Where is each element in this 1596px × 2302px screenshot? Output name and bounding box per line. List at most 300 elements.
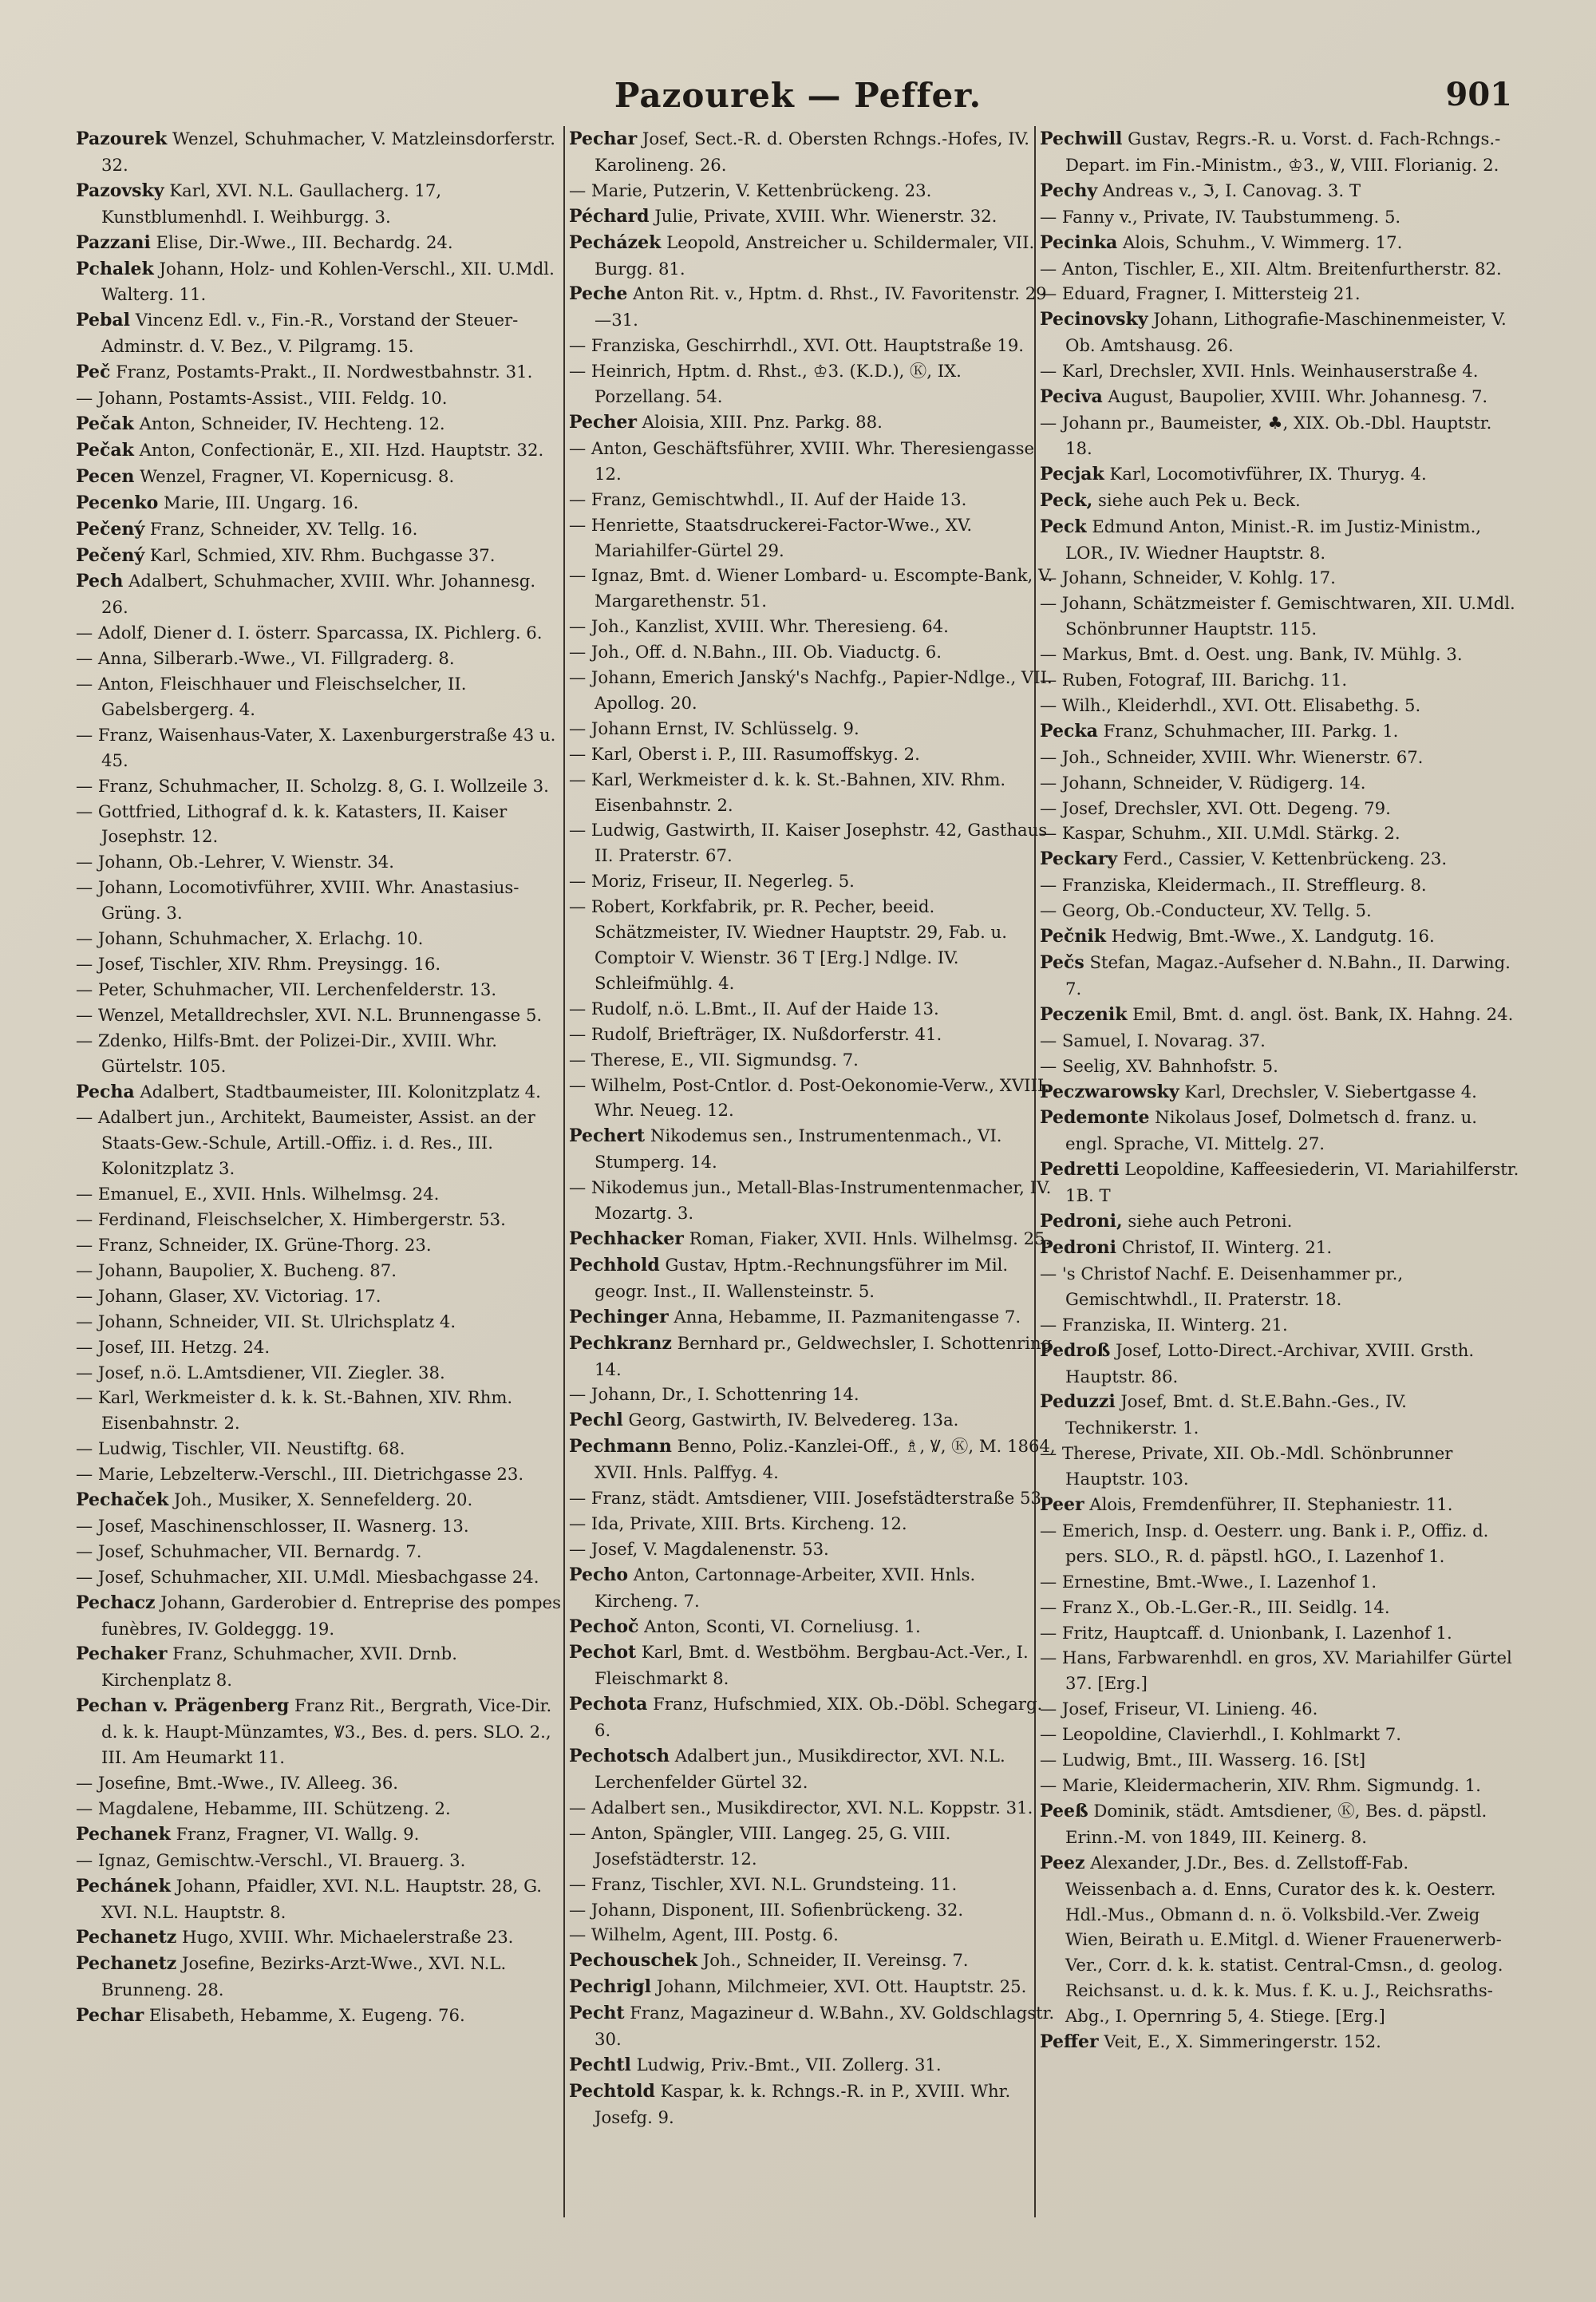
entry-details: — Joh., Schneider, XVIII. Whr. Wienerstr. 67. (1040, 746, 1424, 767)
entry-details: Karl, Locomotivführer, IX. Thuryg. 4. (1104, 463, 1427, 484)
entry-surname: Pechánek (76, 1875, 171, 1897)
directory-entry (569, 2000, 1056, 2052)
entry-details: Benno, Poliz.-Kanzlei-Off., ♗, Ꝟ, Ⓚ, M. 1864, XVII. Hnls. Palffyg. 4. (595, 1436, 1056, 1483)
entry-surname: Pedroni (1040, 1236, 1116, 1258)
directory-entry (569, 126, 1056, 178)
entry-details: — Johann, Ob.-Lehrer, V. Wienstr. 34. (76, 852, 395, 872)
entry-details: — Anton, Geschäftsführer, XVIII. Whr. Theresiengasse 12. (569, 437, 1034, 484)
directory-entry (569, 204, 1056, 230)
entry-details: — Franz, städt. Amtsdiener, VIII. Josefstädterstraße 53. (569, 1488, 1047, 1509)
directory-entry (1040, 307, 1520, 358)
directory-entry (76, 1258, 563, 1284)
directory-entry (76, 1848, 563, 1873)
entry-details: Leopoldine, Kaffeesiederin, VI. Mariahilferstr. 1B. T (1065, 1159, 1519, 1206)
directory-entry (569, 716, 1056, 742)
entry-details: — Wilh., Kleiderhdl., XVI. Ott. Elisabethg. 5. (1040, 694, 1421, 715)
directory-entry (1040, 126, 1520, 178)
entry-details: Wenzel, Fragner, VI. Kopernicusg. 8. (134, 465, 455, 486)
entry-details: — Nikodemus jun., Metall-Blas-Instrumentenmacher, IV. Mozartg. 3. (569, 1177, 1052, 1224)
entry-details: Franz, Fragner, VI. Wallg. 9. (170, 1823, 420, 1844)
entry-details: — Johann, Locomotivführer, XVIII. Whr. Anastasius-Grüng. 3. (76, 877, 519, 924)
entry-details: — Franz X., Ob.-L.Ger.-R., III. Seidlg. 14. (1040, 1596, 1390, 1617)
entry-surname: Peer (1040, 1494, 1084, 1516)
entry-surname: Peč (76, 362, 111, 383)
entry-details: — Ernestine, Bmt.-Wwe., I. Lazenhof 1. (1040, 1571, 1377, 1592)
entry-surname: Pedroni, (1040, 1211, 1123, 1232)
directory-entry (1040, 693, 1520, 718)
directory-entry (76, 620, 563, 646)
entry-surname: Pazzani (76, 231, 151, 253)
directory-entry (1040, 846, 1520, 872)
entry-details: — Franziska, II. Winterg. 21. (1040, 1314, 1288, 1335)
directory-entry (569, 868, 1056, 894)
entry-surname: Pecházek (569, 231, 662, 253)
entry-details: — Anton, Fleischhauer und Fleischselcher, II. Gabelsbergerg. 4. (76, 674, 467, 719)
entry-surname: Pecher (569, 411, 637, 433)
directory-entry (76, 1924, 563, 1951)
directory-entry (569, 1537, 1056, 1562)
entry-details: Aloisia, XIII. Pnz. Parkg. 88. (636, 411, 883, 432)
directory-entry (569, 1304, 1056, 1331)
directory-entry (569, 1382, 1056, 1407)
directory-entry (1040, 1722, 1520, 1747)
directory-entry (569, 1691, 1056, 1743)
entry-details: Franz, Schuhmacher, XVII. Drnb. Kirchenplatz 8. (101, 1643, 457, 1691)
entry-surname: Peciva (1040, 386, 1103, 408)
entry-details: Nikolaus Josef, Dolmetsch d. franz. u. engl. Sprache, VI. Mittelg. 27. (1065, 1107, 1478, 1154)
entry-details: Karl, Schmied, XIV. Rhm. Buchgasse 37. (144, 544, 496, 565)
entry-details: — Johann, Glaser, XV. Victoriag. 17. (76, 1285, 381, 1306)
directory-entry (569, 665, 1056, 716)
directory-entry (569, 639, 1056, 665)
entry-details: Dominik, städt. Amtsdiener, Ⓚ, Bes. d. päpstl. Erinn.-M. von 1849, III. Keinerg. 8. (1065, 1800, 1487, 1847)
entry-details: August, Baupolier, XVIII. Whr. Johannesg. 7. (1102, 386, 1488, 407)
directory-entry (76, 951, 563, 977)
directory-entry (76, 799, 563, 850)
directory-entry (569, 1047, 1056, 1073)
entry-details: — Josef, Friseur, VI. Linieng. 46. (1040, 1699, 1318, 1719)
directory-entry (1040, 1389, 1520, 1441)
entry-surname: Peeß (1040, 1800, 1088, 1821)
entry-surname: Pech (76, 571, 124, 592)
directory-entry (1040, 1208, 1520, 1235)
directory-entry (76, 1821, 563, 1848)
directory-entry (76, 230, 563, 256)
entry-surname: Pechacz (76, 1592, 156, 1613)
directory-entry (569, 1022, 1056, 1047)
directory-entry (76, 126, 563, 178)
directory-entry (76, 1539, 563, 1564)
entry-details: — Johann, Schneider, V. Kohlg. 17. (1040, 568, 1336, 588)
entry-details: — Kaspar, Schuhm., XII. U.Mdl. Stärkg. 2. (1040, 823, 1400, 844)
entry-details: Anna, Hebamme, II. Pazmanitengasse 7. (668, 1306, 1021, 1327)
directory-entry (1040, 1595, 1520, 1620)
entry-surname: Pečený (76, 544, 145, 566)
entry-surname: Pechanetz (76, 1953, 177, 1975)
entry-surname: Pecen (76, 465, 135, 487)
entry-details: Stefan, Magaz.-Aufseher d. N.Bahn., II. Darwing. 7. (1065, 952, 1511, 999)
directory-entry (1040, 1850, 1520, 2029)
directory-entry (1040, 230, 1520, 256)
directory-entry (569, 358, 1056, 409)
entry-details: — Zdenko, Hilfs-Bmt. der Polizei-Dir., XVIII. Whr. Gürtelstr. 105. (76, 1030, 497, 1076)
directory-entry (1040, 514, 1520, 566)
entry-surname: Pecjak (1040, 463, 1104, 485)
directory-entry (76, 1461, 563, 1487)
directory-entry (1040, 745, 1520, 770)
entry-details: — Leopoldine, Clavierhdl., I. Kohlmarkt 7. (1040, 1724, 1402, 1745)
entry-details: Gustav, Hptm.-Rechnungsführer im Mil. geogr. Inst., II. Wallensteinstr. 5. (595, 1254, 1009, 1301)
directory-entry (1040, 1798, 1520, 1850)
entry-details: — Ida, Private, XIII. Brts. Kircheng. 12. (569, 1513, 907, 1533)
entry-details: Johann, Lithografie-Maschinenmeister, V. Ob. Amtshausg. 26. (1065, 309, 1507, 356)
directory-entry (569, 614, 1056, 639)
directory-entry (76, 1951, 563, 2003)
entry-details: Anton, Sconti, VI. Corneliusg. 1. (638, 1616, 921, 1636)
entry-details: Elisabeth, Hebamme, X. Eugeng. 76. (144, 2005, 465, 2026)
entry-surname: Pedroß (1040, 1339, 1111, 1361)
entry-surname: Pečs (1040, 952, 1084, 973)
entry-details: — Johann, Schuhmacher, X. Erlachg. 10. (76, 928, 424, 949)
entry-surname: Pečak (76, 413, 134, 434)
entry-surname: Peck, (1040, 489, 1093, 511)
entry-details: — Ludwig, Tischler, VII. Neustiftg. 68. (76, 1438, 405, 1459)
directory-entry (1040, 410, 1520, 461)
entry-surname: Pecinovsky (1040, 309, 1148, 330)
entry-details: — Joh., Off. d. N.Bahn., III. Ob. Viaductg. 6. (569, 642, 942, 663)
directory-entry (569, 2052, 1056, 2079)
entry-surname: Pečený (76, 518, 145, 540)
directory-entry (569, 1922, 1056, 1948)
directory-entry (76, 1796, 563, 1821)
entry-details: — Josef, Drechsler, XVI. Ott. Degeng. 79. (1040, 797, 1391, 818)
entry-surname: Pečak (76, 439, 134, 461)
entry-details: — Johann, Schneider, V. Rüdigerg. 14. (1040, 772, 1366, 793)
directory-entry (76, 359, 563, 386)
entry-details: — Ludwig, Bmt., III. Wasserg. 16. [St] (1040, 1750, 1366, 1770)
entry-details: — Therese, Private, XII. Ob.-Mdl. Schönbrunner Hauptstr. 103. (1040, 1443, 1453, 1489)
directory-entry (1040, 1773, 1520, 1798)
entry-surname: Peck (1040, 516, 1087, 537)
directory-entry (1040, 281, 1520, 307)
entry-surname: Pebal (76, 310, 130, 331)
entry-surname: Pecha (76, 1081, 135, 1102)
entry-details: Anton Rit. v., Hptm. d. Rhst., IV. Favoritenstr. 29—31. (595, 283, 1047, 330)
directory-entry (569, 742, 1056, 767)
entry-details: — Robert, Korkfabrik, pr. R. Pecher, beeid. Schätzmeister, IV. Wiedner Hauptstr. 29, Fab. u. Comptoir V. Wienstr. 36 T [Erg.] Ndlge. IV. Schleifmühlg. 4. (569, 896, 1007, 993)
entry-details: Franz, Postamts-Prakt., II. Nordwestbahnstr. 31. (110, 362, 533, 382)
directory-entry (76, 1385, 563, 1436)
directory-entry (569, 1821, 1056, 1872)
entry-details: — Magdalene, Hebamme, III. Schützeng. 2. (76, 1798, 451, 1818)
entry-surname: Pedemonte (1040, 1107, 1150, 1129)
page-number: 901 (1445, 76, 1512, 113)
directory-entry (76, 1079, 563, 1106)
entry-details: — Ludwig, Gastwirth, II. Kaiser Josephstr. 42, Gasthaus II. Praterstr. 67. (569, 820, 1048, 866)
entry-details: — Josefine, Bmt.-Wwe., IV. Alleeg. 36. (76, 1773, 399, 1793)
entry-details: — Rudolf, Briefträger, IX. Nußdorferstr. 41. (569, 1023, 942, 1044)
directory-entry (569, 230, 1056, 282)
entry-details: — Rudolf, n.ö. L.Bmt., II. Auf der Haide 13. (569, 998, 939, 1018)
entry-details: Wenzel, Schuhmacher, V. Matzleinsdorferstr. 32. (101, 129, 556, 175)
entry-details: Josefine, Bezirks-Arzt-Wwe., XVI. N.L. Brunneng. 28. (101, 1953, 507, 2000)
entry-details: Roman, Fiaker, XVII. Hnls. Wilhelmsg. 25. (683, 1228, 1051, 1248)
directory-entry (569, 767, 1056, 818)
entry-details: — Anton, Spängler, VIII. Langeg. 25, G. VIII. Josefstädterstr. 12. (569, 1822, 951, 1869)
entry-surname: Pechar (569, 129, 638, 149)
entry-details: Franz, Schuhmacher, III. Parkg. 1. (1097, 720, 1399, 741)
entry-details: Edmund Anton, Minist.-R. im Justiz-Ministm., LOR., IV. Wiedner Hauptstr. 8. (1065, 516, 1482, 563)
directory-entry (1040, 591, 1520, 642)
entry-details: — Gottfried, Lithograf d. k. k. Katasters, II. Kaiser Josephstr. 12. (76, 801, 508, 847)
entry-surname: Pechhacker (569, 1228, 684, 1249)
entry-surname: Pechtold (569, 2080, 655, 2102)
directory-entry (1040, 1518, 1520, 1569)
directory-entry (1040, 1028, 1520, 1054)
directory-entry (1040, 1079, 1520, 1106)
directory-entry (569, 409, 1056, 436)
directory-entry (76, 1436, 563, 1461)
entry-details: Josef, Bmt. d. St.E.Bahn.-Ges., IV. Technikerstr. 1. (1065, 1391, 1407, 1438)
directory-entry (569, 1974, 1056, 2000)
entry-details: Karl, Drechsler, V. Siebertgasse 4. (1179, 1081, 1477, 1102)
directory-entry (1040, 872, 1520, 898)
entry-details: Karl, Bmt. d. Westböhm. Bergbau-Act.-Ver., I. Fleischmarkt 8. (595, 1642, 1029, 1689)
directory-entry (76, 1873, 563, 1925)
directory-entry (1040, 1312, 1520, 1338)
directory-entry (76, 1028, 563, 1079)
entry-surname: Pazovsky (76, 180, 164, 201)
entry-details: Georg, Gastwirth, IV. Belvedereg. 13a. (622, 1410, 959, 1430)
directory-entry (1040, 178, 1520, 204)
entry-surname: Peckary (1040, 848, 1118, 870)
directory-entry (1040, 1105, 1520, 1157)
directory-entry (76, 1487, 563, 1513)
entry-details: — Emanuel, E., XVII. Hnls. Wilhelmsg. 24. (76, 1184, 440, 1204)
entry-details: — Johann, Disponent, III. Sofienbrückeng. 32. (569, 1899, 964, 1920)
directory-entry (569, 1331, 1056, 1382)
directory-entry (76, 1207, 563, 1232)
directory-entry (569, 894, 1056, 996)
entry-details: Hedwig, Bmt.-Wwe., X. Landgutg. 16. (1105, 926, 1435, 947)
entry-details: — Wilhelm, Post-Cntlor. d. Post-Oekonomie-Verw., XVIII. Whr. Neueg. 12. (569, 1074, 1050, 1121)
entry-details: Julie, Private, XVIII. Whr. Wienerstr. 32. (649, 205, 998, 226)
directory-entry (76, 543, 563, 569)
directory-entry (76, 1232, 563, 1258)
entry-details: — Josef, Tischler, XIV. Rhm. Preysingg. 16. (76, 954, 441, 974)
column-divider (563, 126, 565, 2217)
entry-details: — Therese, E., VII. Sigmundsg. 7. (569, 1049, 859, 1070)
entry-details: — Anton, Tischler, E., XII. Altm. Breitenfurtherstr. 82. (1040, 258, 1502, 279)
directory-entry (1040, 1002, 1520, 1028)
directory-entry (569, 1226, 1056, 1252)
entry-details: Johann, Holz- und Kohlen-Verschl., XII. U.Mdl. Walterg. 11. (101, 258, 555, 305)
entry-details: siehe auch Pek u. Beck. (1092, 489, 1301, 510)
directory-entry (1040, 1696, 1520, 1722)
directory-entry (1040, 950, 1520, 1002)
directory-entry (569, 1948, 1056, 1974)
directory-entry (76, 411, 563, 437)
directory-entry (76, 516, 563, 543)
entry-details: — Josef, V. Magdalenenstr. 53. (569, 1538, 829, 1559)
column-3 (1040, 126, 1520, 2233)
entry-details: — Joh., Kanzlist, XVIII. Whr. Theresieng. 64. (569, 616, 949, 637)
entry-details: — Seelig, XV. Bahnhofstr. 5. (1040, 1055, 1278, 1076)
directory-entry (76, 773, 563, 799)
entry-surname: Pechar (76, 2005, 144, 2027)
entry-surname: Pečnik (1040, 926, 1106, 947)
entry-surname: Pecht (569, 2003, 625, 2024)
directory-entry (1040, 461, 1520, 488)
entry-details: Anton, Schneider, IV. Hechteng. 12. (133, 413, 445, 433)
entry-details: — Johann, Emerich Janský's Nachfg., Papier-Ndlge., VII. Apollog. 20. (569, 667, 1053, 713)
entry-surname: Pecho (569, 1564, 629, 1585)
directory-entry (569, 1434, 1056, 1485)
directory-entry (1040, 565, 1520, 591)
entry-details: — Karl, Oberst i. P., III. Rasumoffskyg. 2. (569, 743, 920, 764)
entry-details: Adalbert, Schuhmacher, XVIII. Whr. Johannesg. 26. (101, 571, 536, 618)
directory-entry (1040, 667, 1520, 693)
entry-surname: Pechmann (569, 1436, 672, 1458)
directory-entry (569, 1511, 1056, 1537)
directory-entry (76, 1770, 563, 1796)
entry-details: — Johann pr., Baumeister, ♣, XIX. Ob.-Dbl. Hauptstr. 18. (1040, 412, 1492, 458)
entry-details: Emil, Bmt. d. angl. öst. Bank, IX. Hahng. 24. (1127, 1003, 1514, 1024)
entry-details: — Johann, Dr., I. Schottenring 14. (569, 1384, 859, 1405)
directory-entry (1040, 1235, 1520, 1261)
directory-entry (76, 437, 563, 464)
entry-surname: Peez (1040, 1852, 1085, 1873)
entry-details: Andreas v., ℑ, I. Canovag. 3. T (1097, 180, 1361, 200)
entry-details: Johann, Milchmeier, XVI. Ott. Hauptstr. 25. (651, 1976, 1027, 1997)
entry-details: Franz, Schneider, XV. Tellg. 16. (144, 518, 418, 539)
column-2 (569, 126, 1056, 2233)
directory-entry (1040, 770, 1520, 796)
directory-entry (76, 671, 563, 722)
directory-entry (1040, 1338, 1520, 1390)
directory-entry (1040, 1054, 1520, 1079)
entry-details: Elise, Dir.-Wwe., III. Bechardg. 24. (150, 231, 453, 252)
entry-details: — Henriette, Staatsdruckerei-Factor-Wwe., XV. Mariahilfer-Gürtel 29. (569, 514, 973, 560)
directory-entry (76, 256, 563, 308)
directory-entry (1040, 358, 1520, 384)
directory-entry (76, 1335, 563, 1360)
directory-entry (76, 1003, 563, 1028)
directory-entry (76, 646, 563, 671)
directory-entry (1040, 796, 1520, 821)
directory-entry (569, 178, 1056, 204)
entry-surname: Pechot (569, 1642, 637, 1663)
entry-details: — Franz, Waisenhaus-Vater, X. Laxenburgerstraße 43 u. 45. (76, 724, 556, 770)
directory-entry (1040, 924, 1520, 950)
entry-details: — Wenzel, Metalldrechsler, XVI. N.L. Brunnengasse 5. (76, 1004, 543, 1025)
directory-entry (1040, 256, 1520, 282)
directory-entry (569, 1795, 1056, 1821)
directory-entry (76, 490, 563, 516)
entry-surname: Peffer (1040, 2031, 1099, 2053)
entry-details: Veit, E., X. Simmeringerstr. 152. (1098, 2031, 1381, 2052)
entry-details: — Ignaz, Gemischtw.-Verschl., VI. Brauerg. 3. (76, 1849, 466, 1870)
directory-entry (76, 1693, 563, 1770)
directory-entry (569, 487, 1056, 512)
entry-details: — Georg, Ob.-Conducteur, XV. Tellg. 5. (1040, 900, 1372, 921)
directory-entry (569, 1897, 1056, 1923)
entry-surname: Peczwarowsky (1040, 1081, 1179, 1102)
entry-details: — Moriz, Friseur, II. Negerleg. 5. (569, 871, 855, 892)
entry-surname: Pechaček (76, 1489, 169, 1511)
entry-surname: Pechtl (569, 2054, 631, 2075)
directory-entry (569, 817, 1056, 868)
entry-details: — Emerich, Insp. d. Oesterr. ung. Bank i. P., Offiz. d. pers. SLO., R. d. päpstl. hGO., I. Lazenhof 1. (1040, 1520, 1489, 1566)
directory-entry (569, 563, 1056, 614)
directory-entry (76, 178, 563, 230)
entry-details: — Peter, Schuhmacher, VII. Lerchenfelderstr. 13. (76, 979, 497, 999)
entry-surname: Pechkranz (569, 1332, 672, 1354)
entry-details: Alois, Fremdenführer, II. Stephaniestr. 11. (1084, 1494, 1453, 1515)
directory-entry (1040, 1441, 1520, 1492)
entry-surname: Pechan v. Prägenberg (76, 1695, 290, 1717)
entry-details: Ludwig, Priv.-Bmt., VII. Zollerg. 31. (630, 2054, 942, 2075)
directory-entry (1040, 204, 1520, 230)
entry-surname: Pechaker (76, 1643, 168, 1665)
entry-surname: Peduzzi (1040, 1391, 1116, 1413)
entry-details: — Marie, Lebzelterw.-Verschl., III. Dietrichgasse 23. (76, 1464, 524, 1485)
entry-details: Joh., Musiker, X. Sennefelderg. 20. (168, 1489, 473, 1510)
directory-entry (76, 464, 563, 490)
entry-details: Nikodemus sen., Instrumentenmach., VI. Stumperg. 14. (595, 1125, 1002, 1173)
entry-surname: Péchard (569, 205, 650, 227)
entry-details: Vincenz Edl. v., Fin.-R., Vorstand der Steuer-Adminstr. d. V. Bez., V. Pilgramg. 15. (101, 310, 519, 357)
directory-entry (1040, 642, 1520, 667)
directory-entry (76, 2003, 563, 2029)
entry-details: — Heinrich, Hptm. d. Rhst., ♔3. (K.D.), Ⓚ, IX. Porzellang. 54. (569, 361, 962, 407)
directory-entry (569, 1743, 1056, 1795)
entry-details: Anton, Cartonnage-Arbeiter, XVII. Hnls. Kircheng. 7. (595, 1564, 976, 1611)
entry-details: — Marie, Kleidermacherin, XIV. Rhm. Sigmundg. 1. (1040, 1775, 1481, 1795)
directory-entry (76, 1105, 563, 1181)
entry-details: — Adalbert jun., Architekt, Baumeister, Assist. an der Staats-Gew.-Schule, Artill.-Offiz. i. d. Res., III. Kolonitzplatz 3. (76, 1107, 535, 1179)
entry-details: Adalbert, Stadtbaumeister, III. Kolonitzplatz 4. (134, 1081, 541, 1102)
entry-details: — Ferdinand, Fleischselcher, X. Himbergerstr. 53. (76, 1209, 506, 1230)
directory-entry (1040, 1569, 1520, 1595)
directory-entry (1040, 1157, 1520, 1208)
entry-details: — Karl, Drechsler, XVII. Hnls. Weinhauserstraße 4. (1040, 361, 1479, 382)
directory-entry (569, 1562, 1056, 1614)
entry-details: — Josef, Schuhmacher, XII. U.Mdl. Miesbachgasse 24. (76, 1566, 539, 1587)
entry-surname: Pechanetz (76, 1927, 177, 1948)
entry-details: siehe auch Petroni. (1122, 1211, 1293, 1232)
entry-details: Adalbert jun., Musikdirector, XVI. N.L. Lerchenfelder Gürtel 32. (595, 1746, 1005, 1792)
directory-entry (569, 333, 1056, 358)
directory-entry (76, 1513, 563, 1539)
entry-details: — Johann, Baupolier, X. Bucheng. 87. (76, 1260, 397, 1280)
directory-entry (76, 307, 563, 359)
entry-details: — Franz, Tischler, XVI. N.L. Grundsteing. 11. (569, 1873, 958, 1894)
entry-details: — Johann, Schätzmeister f. Gemischtwaren, XII. U.Mdl. Schönbrunner Hauptstr. 115. (1040, 593, 1515, 639)
directory-entry (1040, 2029, 1520, 2055)
entry-details: Kaspar, k. k. Rchngs.-R. in P., XVIII. Whr. Josefg. 9. (595, 2080, 1011, 2127)
entry-surname: Pechert (569, 1125, 646, 1147)
directory-entry (76, 977, 563, 1003)
entry-details: Alois, Schuhm., V. Wimmerg. 17. (1117, 231, 1403, 252)
entry-details: — Ignaz, Bmt. d. Wiener Lombard- u. Escompte-Bank, V. Margarethenstr. 51. (569, 565, 1053, 611)
entry-details: — Franz, Schuhmacher, II. Scholzg. 8, G. I. Wollzeile 3. (76, 775, 549, 796)
directory-entry (569, 1175, 1056, 1226)
entry-details: — Johann Ernst, IV. Schlüsselg. 9. (569, 718, 859, 738)
directory-entry (76, 1564, 563, 1590)
entry-surname: Pechhold (569, 1254, 660, 1276)
directory-entry (1040, 1261, 1520, 1312)
